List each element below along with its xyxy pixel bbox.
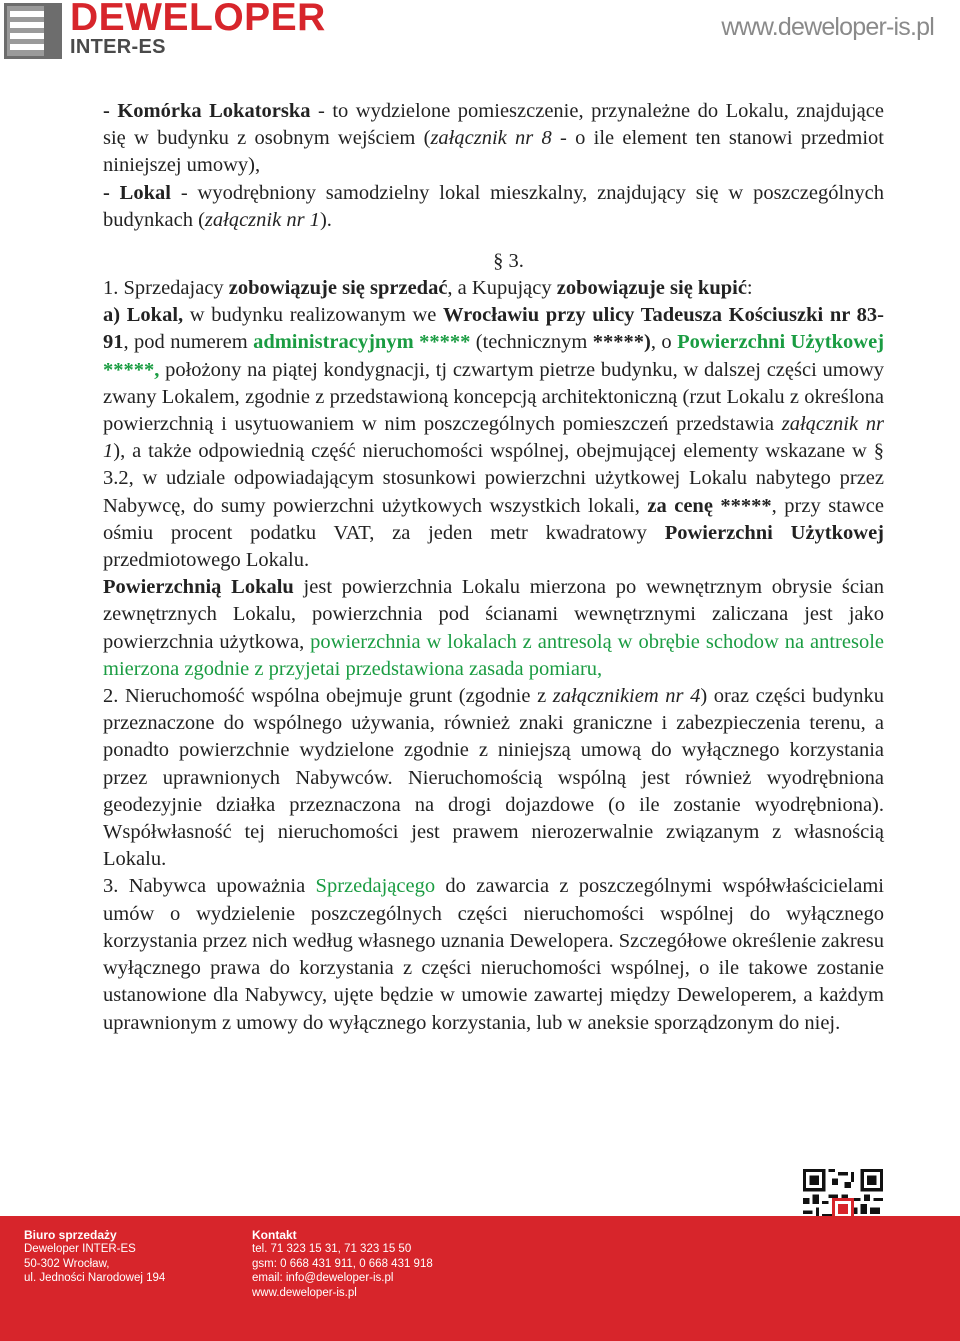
contact-heading: Kontakt — [252, 1228, 297, 1242]
definition-komorka — [103, 98, 884, 180]
contact-info — [252, 1228, 433, 1300]
text: zobowiązuje się sprzedać — [228, 277, 448, 300]
text: a) Lokal, — [103, 304, 184, 327]
term: - Komórka Lokatorska — [103, 100, 311, 122]
definition-lokal — [103, 180, 884, 234]
contact-website[interactable]: www.deweloper-is.pl — [252, 1286, 357, 1299]
logo-title: DEWELOPER — [70, 0, 326, 39]
section-heading: § 3. — [493, 250, 524, 273]
text: Powierzchni Użytkowej — [664, 521, 884, 544]
text: , przy stawce ośmiu procent podatku VAT, za jeden metr kwadratowy — [103, 494, 884, 544]
text: w budynku realizowanym we — [183, 304, 444, 327]
text: jest powierzchnia Lokalu mierzona po wewnętrznym obrysie ścian zewnętrznych Lokalu, powierzchnia pod ścianami wewnętrznymi zaliczana jest jako powierzchnia użytkowa, — [103, 576, 884, 653]
clause-1a — [103, 302, 884, 574]
area-value: *****, — [103, 358, 160, 381]
clause-2 — [103, 683, 884, 873]
annex-ref: załącznik nr 1 — [204, 208, 320, 231]
text: - o ile element ten stanowi przedmiot niniejszej umowy), — [103, 127, 884, 177]
text: , a Kupujący — [447, 277, 557, 300]
sales-city: 50-302 Wrocław, — [24, 1257, 110, 1270]
term: Powierzchnią Lokalu — [103, 576, 294, 599]
document-body — [103, 98, 884, 1037]
sales-company: Deweloper INTER-ES — [24, 1243, 136, 1256]
area-term: Powierzchni Użytkowej — [677, 331, 885, 354]
sales-heading: Biuro sprzedaży — [24, 1228, 117, 1242]
highlighted-text: powierzchnia w lokalach z antresolą w obrębie schodow na antresole mierzona zgodnie z przyjetai przedstawiona zasada pomiaru, — [103, 630, 884, 680]
text: ) oraz części budynku przeznaczone do wspólnego używania, również znaki graniczne i zabezpieczenia terenu, a ponadto powierzchnie wydzielone zgodnie z niniejszą umową do wyłącznego korzystania przez uprawnionych Nabywców. Nieruchomością wspólną jest również wyodrębniona geodezyjnie działka przeznaczona na drogi dojazdowe (o ile zostanie wyodrębniona). Współwłasność tej nieruchomości jest prawem nierozerwalnie związanym z własnością Lokalu. — [103, 685, 885, 871]
text: - wyodrębniony samodzielny lokal mieszkalny, znajdujący się w poszczególnych budynkach ( — [103, 181, 884, 231]
text: , o — [650, 331, 678, 354]
text: *****) — [592, 331, 651, 354]
annex-ref: załącznikiem nr 4 — [552, 685, 701, 708]
text: zobowiązuje się kupić — [556, 277, 747, 300]
address: Wrocławiu przy ulicy Tadeusza Kościuszki nr 83-91 — [103, 304, 884, 354]
text: - to wydzielone pomieszczenie, przynależne do Lokalu, znajdujące się w budynku z osobnym wejściem ( — [103, 100, 884, 150]
page-footer — [0, 1216, 960, 1341]
text: (technicznym — [475, 331, 593, 354]
page-header — [0, 0, 960, 68]
text: 1. Sprzedajacy — [103, 277, 229, 300]
sales-office — [24, 1228, 165, 1286]
text: do zawarcia z poszczególnymi współwłaścicielami umów o wydzielenie poszczególnych części nieruchomości wspólnej do wyłącznego korzystania przez nich według własnego uznania Dewelopera. Szczegółowe określenie zakresu wyłącznego prawa do korzystania z części nieruchomości wspólnej, o ile takowe zostanie ustanowione dla Nabywcy, ujęte będzie w umowie zawartej między Deweloperem, a każdym uprawnionym z umowy do wyłącznego korzystania, lub w aneksie sporządzonym do niej. — [103, 875, 884, 1034]
highlighted-text: Sprzedającego — [315, 875, 436, 898]
clause-3 — [103, 873, 884, 1036]
text: , pod numerem — [123, 331, 254, 354]
price: za cenę ***** — [647, 494, 772, 517]
contact-gsm[interactable]: gsm: 0 668 431 911, 0 668 431 918 — [252, 1257, 433, 1270]
logo-subtitle: INTER-ES — [70, 36, 166, 58]
text: 3. Nabywca upoważnia — [103, 875, 316, 898]
contact-phone[interactable]: tel. 71 323 15 31, 71 323 15 50 — [252, 1243, 412, 1256]
sales-street: ul. Jedności Narodowej 194 — [24, 1272, 166, 1285]
website-url[interactable]: www.deweloper-is.pl — [721, 13, 934, 41]
area-definition — [103, 574, 884, 683]
text: ). — [319, 208, 332, 231]
building-logo-icon — [4, 3, 62, 59]
annex-ref: załącznik nr 8 — [430, 127, 552, 150]
text: ), a także odpowiednią część nieruchomości wspólnej, obejmującej elementy wskazane w § 3.2, w udziale odpowiadającym stosunkowi powierzchni użytkowej Lokalu nabytego przez Nabywcę, do sumy powierzchni użytkowych wszystkich lokali, — [103, 440, 884, 517]
clause-1 — [103, 275, 884, 302]
text: : — [746, 277, 753, 300]
admin-number: administracyjnym ***** — [253, 331, 476, 354]
contact-email[interactable]: email: info@deweloper-is.pl — [252, 1272, 394, 1285]
text: przedmiotowego Lokalu. — [103, 549, 310, 572]
annex-ref: załącznik nr 1 — [103, 413, 884, 463]
text: położony na piątej kondygnacji, tj czwartym pietrze budynku, w dalszej części umowy zwany Lokalem, zgodnie z przedstawioną koncepcją architektoniczną (rzut Lokalu z określona powierzchnią i usytuowaniem w nim poszczególnych pomieszczeń przedstawia — [103, 358, 884, 436]
term: - Lokal — [103, 181, 171, 204]
text: 2. Nieruchomość wspólna obejmuje grunt (zgodnie z — [103, 685, 553, 708]
